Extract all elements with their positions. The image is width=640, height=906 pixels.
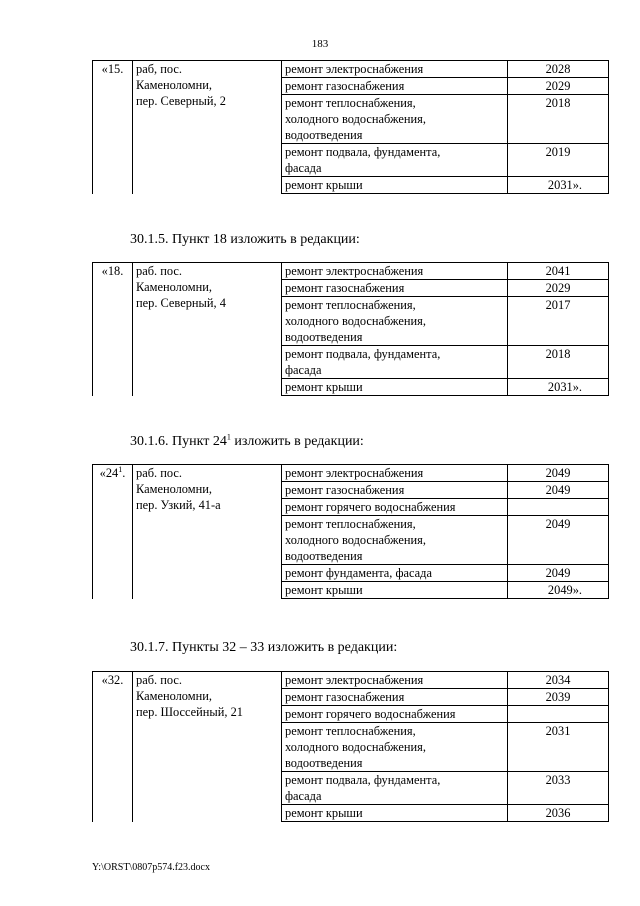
item-number-text: «32.	[101, 673, 124, 687]
year-cell: 2031».	[508, 379, 609, 396]
year-cell: 2019	[508, 144, 609, 177]
address-cell	[133, 263, 282, 396]
work-type-cell	[282, 297, 508, 346]
paragraph-30-1-7: 30.1.7. Пункты 32 – 33 изложить в редакции:	[130, 640, 398, 655]
year-cell: 2036	[508, 805, 609, 822]
year-cell	[508, 499, 609, 516]
work-type-line: холодного водоснабжения,	[285, 112, 426, 126]
repair-table-item-15	[92, 60, 609, 194]
work-type-cell	[282, 706, 508, 723]
work-type-line: фасада	[285, 363, 322, 377]
address-cell	[133, 61, 282, 194]
work-type-cell	[282, 672, 508, 689]
work-type-line: холодного водоснабжения,	[285, 533, 426, 547]
page-number: 183	[311, 38, 329, 50]
year-cell: 2029	[508, 280, 609, 297]
work-type-line: ремонт теплоснабжения,	[285, 724, 416, 738]
footer-file-path: Y:\ORST\0807p574.f23.docx	[92, 862, 210, 873]
item-number-text: «24	[99, 466, 119, 480]
year-cell: 2049».	[508, 582, 609, 599]
address-line: раб. пос.	[136, 673, 182, 687]
address-line: раб. пос.	[136, 264, 182, 278]
work-type-cell	[282, 346, 508, 379]
address-line: раб, пос.	[136, 62, 182, 76]
work-type-line: ремонт фундамента, фасада	[285, 566, 432, 580]
address-line: пер. Северный, 2	[136, 94, 226, 108]
year-cell: 2029	[508, 78, 609, 95]
address-cell	[133, 465, 282, 599]
work-type-line: фасада	[285, 161, 322, 175]
superscript: 1	[226, 432, 231, 442]
work-type-cell	[282, 280, 508, 297]
work-type-line: ремонт теплоснабжения,	[285, 517, 416, 531]
repair-table-item-24-1	[92, 464, 609, 599]
work-type-cell	[282, 177, 508, 194]
work-type-line: ремонт газоснабжения	[285, 281, 405, 295]
address-line: Каменоломни,	[136, 482, 212, 496]
work-type-line: холодного водоснабжения,	[285, 740, 426, 754]
year-cell: 2017	[508, 297, 609, 346]
year-cell: 2018	[508, 95, 609, 144]
item-number	[93, 465, 133, 599]
item-number-text: «15.	[101, 62, 124, 76]
work-type-line: ремонт горячего водоснабжения	[285, 707, 456, 721]
address-line: пер. Узкий, 41-а	[136, 498, 221, 512]
item-number	[93, 672, 133, 822]
work-type-cell	[282, 565, 508, 582]
paragraph-text: изложить в редакции:	[230, 434, 364, 449]
work-type-cell	[282, 772, 508, 805]
address-line: пер. Северный, 4	[136, 296, 226, 310]
work-type-line: холодного водоснабжения,	[285, 314, 426, 328]
address-line: пер. Шоссейный, 21	[136, 705, 243, 719]
year-cell: 2028	[508, 61, 609, 78]
year-cell: 2041	[508, 263, 609, 280]
paragraph-30-1-6	[130, 434, 364, 450]
work-type-cell	[282, 78, 508, 95]
work-type-cell	[282, 805, 508, 822]
address-cell	[133, 672, 282, 822]
work-type-line: ремонт электроснабжения	[285, 264, 424, 278]
work-type-line: ремонт газоснабжения	[285, 483, 405, 497]
work-type-line: ремонт крыши	[285, 380, 363, 394]
work-type-cell	[282, 516, 508, 565]
year-cell: 2018	[508, 346, 609, 379]
work-type-line: ремонт теплоснабжения,	[285, 298, 416, 312]
item-number-superscript: 1	[118, 464, 123, 474]
paragraph-30-1-5: 30.1.5. Пункт 18 изложить в редакции:	[130, 232, 360, 247]
work-type-cell	[282, 144, 508, 177]
work-type-line: ремонт подвала, фундамента,	[285, 145, 441, 159]
work-type-line: ремонт крыши	[285, 583, 363, 597]
address-line: Каменоломни,	[136, 280, 212, 294]
work-type-line: ремонт электроснабжения	[285, 673, 424, 687]
work-type-line: ремонт подвала, фундамента,	[285, 347, 441, 361]
work-type-line: ремонт теплоснабжения,	[285, 96, 416, 110]
table-row	[93, 263, 609, 280]
table-row	[93, 465, 609, 482]
paragraph-text: 30.1.6. Пункт 24	[130, 434, 227, 449]
work-type-cell	[282, 61, 508, 78]
work-type-line: водоотведения	[285, 128, 363, 142]
work-type-line: ремонт подвала, фундамента,	[285, 773, 441, 787]
year-cell: 2039	[508, 689, 609, 706]
year-cell: 2031	[508, 723, 609, 772]
work-type-line: ремонт газоснабжения	[285, 79, 405, 93]
year-cell: 2049	[508, 482, 609, 499]
work-type-cell	[282, 379, 508, 396]
work-type-cell	[282, 723, 508, 772]
work-type-line: водоотведения	[285, 756, 363, 770]
item-number	[93, 61, 133, 194]
work-type-cell	[282, 465, 508, 482]
work-type-cell	[282, 582, 508, 599]
address-line: Каменоломни,	[136, 689, 212, 703]
work-type-cell	[282, 263, 508, 280]
work-type-line: ремонт горячего водоснабжения	[285, 500, 456, 514]
item-number-text: «18.	[101, 264, 124, 278]
year-cell: 2033	[508, 772, 609, 805]
item-number-suffix: .	[122, 466, 126, 480]
work-type-line: водоотведения	[285, 549, 363, 563]
work-type-cell	[282, 689, 508, 706]
table-row	[93, 672, 609, 689]
work-type-line: ремонт электроснабжения	[285, 466, 424, 480]
work-type-line: ремонт крыши	[285, 806, 363, 820]
work-type-line: водоотведения	[285, 330, 363, 344]
address-line: раб. пос.	[136, 466, 182, 480]
item-number	[93, 263, 133, 396]
year-cell	[508, 706, 609, 723]
repair-table-item-18	[92, 262, 609, 396]
work-type-cell	[282, 95, 508, 144]
work-type-cell	[282, 482, 508, 499]
year-cell: 2049	[508, 465, 609, 482]
table-row	[93, 61, 609, 78]
year-cell: 2049	[508, 565, 609, 582]
year-cell: 2031».	[508, 177, 609, 194]
address-line: Каменоломни,	[136, 78, 212, 92]
work-type-line: ремонт электроснабжения	[285, 62, 424, 76]
year-cell: 2034	[508, 672, 609, 689]
work-type-cell	[282, 499, 508, 516]
year-cell: 2049	[508, 516, 609, 565]
repair-table-item-32	[92, 671, 609, 822]
work-type-line: ремонт крыши	[285, 178, 363, 192]
work-type-line: ремонт газоснабжения	[285, 690, 405, 704]
work-type-line: фасада	[285, 789, 322, 803]
